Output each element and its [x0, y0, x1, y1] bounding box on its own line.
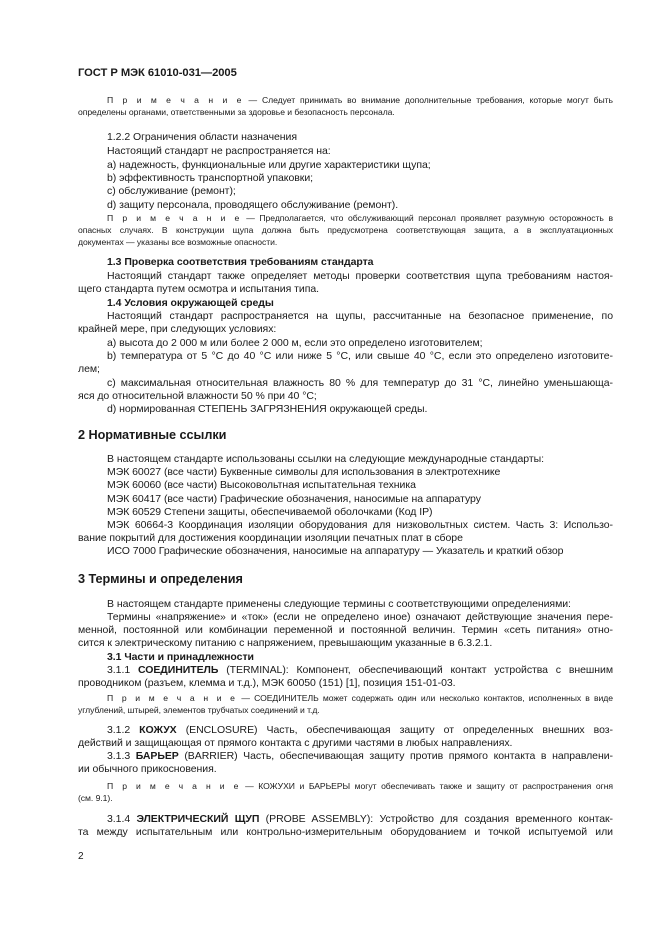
line-text: Настоящий стандарт также определяет методы проверки соответствия щупа требованиям настоя- [107, 270, 613, 282]
text-line [107, 545, 613, 557]
line-text: (BARRIER) Часть, обеспечивающая защиту против прямого контакта в направлени- [178, 750, 613, 762]
text-line [78, 572, 613, 587]
text-line [107, 598, 613, 610]
line-text: та между испытательным или контрольно-измерительным оборудованием и точкой испытуемой или [78, 826, 613, 838]
text-line [107, 493, 613, 505]
line-text: щего стандарта путем осмотра и испытания типа. [78, 283, 319, 295]
text-line [78, 238, 613, 248]
line-text: d) нормированная СТЕПЕНЬ ЗАГРЯЗНЕНИЯ окружающей среды. [107, 403, 428, 415]
text-line [107, 310, 613, 322]
text-line [107, 506, 613, 518]
text-line [107, 782, 613, 792]
text-line [107, 145, 613, 157]
text-line [107, 377, 613, 389]
line-text: d) защиту персонала, проводящего обслуживание (ремонт). [107, 199, 399, 211]
text-line [78, 428, 613, 443]
line-text: а) высота до 2 000 м или более 2 000 м, если это определено изготовителем; [107, 337, 483, 349]
clause-number: 3.1.3 [107, 750, 136, 762]
line-text: 1.3 Проверка соответствия требованиям стандарта [107, 256, 374, 268]
text-line [107, 131, 613, 143]
text-line [107, 256, 613, 268]
document-header: ГОСТ Р МЭК 61010-031—2005 [78, 67, 237, 79]
line-text: а) надежность, функциональные или другие характеристики щупа; [107, 159, 431, 171]
line-text: b) температура от 5 °С до 40 °С или ниже 5 °С, или свыше 40 °С, если это определено изготовите- [107, 350, 613, 362]
line-text: ИСО 7000 Графические обозначения, наносимые на аппаратуру — Указатель и краткий обзор [107, 545, 564, 557]
text-line [107, 694, 613, 704]
text-line [107, 519, 613, 531]
text-line [78, 624, 613, 636]
text-line [107, 337, 613, 349]
line-text: В настоящем стандарте использованы ссылки на следующие международные стандарты: [107, 453, 544, 465]
line-text: — Предполагается, что обслуживающий персонал проявляет разумную осторожность в [241, 213, 613, 223]
line-text: МЭК 60027 (все части) Буквенные символы для использования в электротехнике [107, 466, 501, 478]
line-text: В настоящем стандарте применены следующие термины с соответствующими определениями: [107, 598, 571, 610]
line-text: МЭК 60060 (все части) Высоковольтная испытательная техника [107, 479, 416, 491]
text-line [107, 664, 613, 676]
line-text: c) максимальная относительная влажность 80 % для температур до 31 °С, линейно уменьшающа- [107, 377, 613, 389]
text-line [107, 199, 613, 211]
text-line [78, 283, 613, 295]
line-text: вание покрытий для достижения координации изоляции печатных плат в сборе [78, 532, 463, 544]
text-line [78, 826, 613, 838]
line-text: Термины «напряжение» и «ток» (если не определено иное) означают действующие значения пере- [107, 611, 613, 623]
term-name: КОЖУХ [139, 724, 177, 736]
line-text: МЭК 60417 (все части) Графические обозначения, наносимые на аппаратуру [107, 493, 481, 505]
line-text: опасных случаях. В конструкции щупа должна быть предусмотрена соответствующая защита, а в эксплуатационных [78, 225, 613, 235]
line-text: определены органами, ответственными за здоровье и безопасность персонала. [78, 107, 395, 117]
text-line [107, 724, 613, 736]
text-line [78, 637, 613, 649]
line-text: Настоящий стандарт распространяется на щупы, рассчитанные на безопасное применение, по [107, 310, 613, 322]
line-text: менной, постоянной или комбинации переменной и постоянной величин. Термин «сеть питания» отно- [78, 624, 613, 636]
clause-number: 3.1.2 [107, 724, 140, 736]
line-text: углублений, штырей, элементов трубчатых соединений и т.д. [78, 705, 320, 715]
text-line [107, 651, 613, 663]
line-text: ии обычного прикосновения. [78, 763, 217, 775]
line-text: (ENCLOSURE) Часть, обеспечивающая защиту от определенных внешних воз- [176, 724, 613, 736]
text-line [107, 159, 613, 171]
page-number: 2 [78, 851, 84, 862]
line-text: крайней мере, при следующих условиях: [78, 323, 277, 335]
text-line [78, 532, 613, 544]
line-text: 3.1 Части и принадлежности [107, 651, 254, 663]
term-name: БАРЬЕР [135, 750, 179, 762]
text-line [78, 390, 613, 402]
text-line [78, 737, 613, 749]
text-line [78, 706, 613, 716]
line-text: действий и защищающая от прямого контакта с другими частями в любых направлениях. [78, 737, 513, 749]
line-text: МЭК 60664-3 Координация изоляции оборудования для низковольтных систем. Часть 3: Использо- [107, 519, 613, 531]
text-line [107, 466, 613, 478]
line-text: b) эффективность транспортной упаковки; [107, 172, 314, 184]
text-line [78, 763, 613, 775]
line-text: 1.2.2 Ограничения области назначения [107, 131, 297, 143]
text-line [107, 479, 613, 491]
line-text: (см. 9.1). [78, 793, 113, 803]
text-line [107, 453, 613, 465]
clause-number: 3.1.1 [107, 664, 138, 676]
text-line [107, 96, 613, 106]
note-label: П р и м е ч а н и е [107, 95, 244, 105]
line-text: 1.4 Условия окружающей среды [107, 297, 274, 309]
line-text: яся до относительной влажности 50 % при 40 °С; [78, 390, 317, 402]
line-text: (PROBE ASSEMBLY): Устройство для создания временного контак- [259, 813, 613, 825]
line-text: лем; [78, 363, 100, 375]
line-text: 2 Нормативные ссылки [78, 428, 227, 442]
text-line [78, 108, 613, 118]
text-line [107, 350, 613, 362]
text-line [107, 297, 613, 309]
line-text: c) обслуживание (ремонт); [107, 185, 236, 197]
text-line [107, 185, 613, 197]
line-text: — КОЖУХИ и БАРЬЕРЫ могут обеспечивать также и защиту от распространения огня [240, 781, 613, 791]
note-label: П р и м е ч а н и е [107, 781, 241, 791]
line-text: сится к электрическому питанию с напряжением, превышающим указанные в 6.3.2.1. [78, 637, 493, 649]
text-line [107, 214, 613, 224]
term-name: СОЕДИНИТЕЛЬ [137, 664, 219, 676]
text-line [78, 323, 613, 335]
text-line [78, 226, 613, 236]
line-text: (TERMINAL): Компонент, обеспечивающий контакт устройства с внешним [218, 664, 613, 676]
text-line [107, 172, 613, 184]
line-text: МЭК 60529 Степени защиты, обеспечиваемой оболочками (Код IP) [107, 506, 433, 518]
note-label: П р и м е ч а н и е [107, 693, 238, 703]
line-text: проводником (разъем, клемма и т.д.), МЭК 60050 (151) [1], позиция 151-01-03. [78, 677, 456, 689]
text-line [78, 794, 613, 804]
text-line [107, 270, 613, 282]
term-name: ЭЛЕКТРИЧЕСКИЙ ЩУП [136, 813, 260, 825]
text-line [107, 403, 613, 415]
text-line [107, 611, 613, 623]
text-line [78, 363, 613, 375]
text-line [107, 750, 613, 762]
text-line [107, 813, 613, 825]
clause-number: 3.1.4 [107, 813, 137, 825]
line-text: — СОЕДИНИТЕЛЬ может содержать один или несколько контактов, исполненных в виде [237, 693, 613, 703]
line-text: 3 Термины и определения [78, 572, 243, 586]
line-text: — Следует принимать во внимание дополнительные требования, которые могут быть [243, 95, 613, 105]
note-label: П р и м е ч а н и е [107, 213, 242, 223]
text-line [78, 677, 613, 689]
line-text: документах — указаны все возможные опасности. [78, 237, 278, 247]
line-text: Настоящий стандарт не распространяется на: [107, 145, 331, 157]
